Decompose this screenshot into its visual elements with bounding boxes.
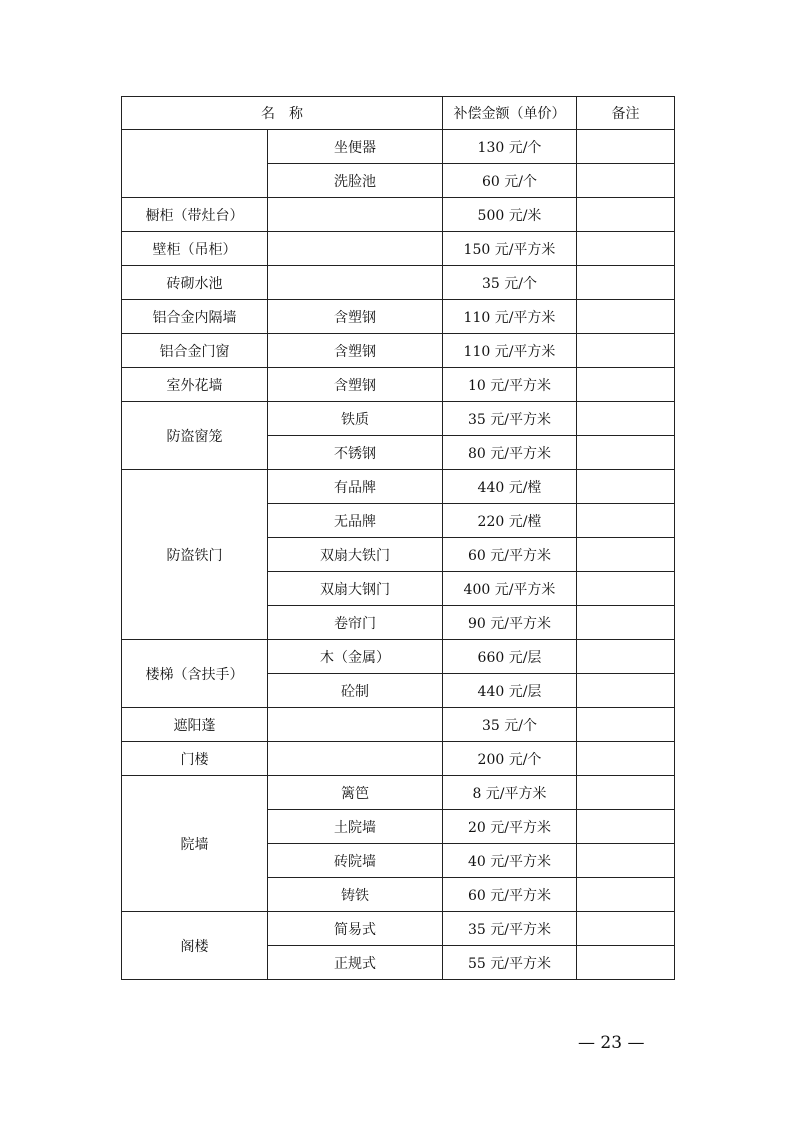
group-cell: 室外花墙 (122, 368, 268, 402)
group-cell: 遮阳蓬 (122, 708, 268, 742)
note-cell (577, 504, 675, 538)
header-note: 备注 (577, 97, 675, 130)
item-cell: 卷帘门 (268, 606, 443, 640)
price-cell: 440 元/樘 (443, 470, 577, 504)
table-row (122, 368, 675, 402)
item-cell (268, 742, 443, 776)
item-cell: 无品牌 (268, 504, 443, 538)
price-cell: 40 元/平方米 (443, 844, 577, 878)
table-row (122, 742, 675, 776)
compensation-table (121, 96, 675, 980)
table-row (122, 232, 675, 266)
item-cell: 砖院墙 (268, 844, 443, 878)
note-cell (577, 674, 675, 708)
price-cell: 55 元/平方米 (443, 946, 577, 980)
note-cell (577, 436, 675, 470)
item-cell: 含塑钢 (268, 334, 443, 368)
price-cell: 60 元/个 (443, 164, 577, 198)
price-cell: 660 元/层 (443, 640, 577, 674)
note-cell (577, 130, 675, 164)
group-cell (122, 130, 268, 198)
item-cell: 正规式 (268, 946, 443, 980)
table-row (122, 130, 675, 164)
note-cell (577, 470, 675, 504)
item-cell (268, 198, 443, 232)
table-row (122, 334, 675, 368)
note-cell (577, 368, 675, 402)
item-cell (268, 266, 443, 300)
price-cell: 10 元/平方米 (443, 368, 577, 402)
price-cell: 35 元/个 (443, 708, 577, 742)
price-cell: 8 元/平方米 (443, 776, 577, 810)
price-cell: 130 元/个 (443, 130, 577, 164)
table-row (122, 300, 675, 334)
price-cell: 20 元/平方米 (443, 810, 577, 844)
note-cell (577, 300, 675, 334)
item-cell: 铁质 (268, 402, 443, 436)
item-cell: 含塑钢 (268, 368, 443, 402)
price-cell: 35 元/平方米 (443, 402, 577, 436)
note-cell (577, 776, 675, 810)
group-cell: 阁楼 (122, 912, 268, 980)
group-cell: 楼梯（含扶手） (122, 640, 268, 708)
group-cell: 门楼 (122, 742, 268, 776)
table-row (122, 912, 675, 946)
table-row (122, 198, 675, 232)
group-cell: 防盗铁门 (122, 470, 268, 640)
item-cell (268, 232, 443, 266)
price-cell: 110 元/平方米 (443, 334, 577, 368)
price-cell: 90 元/平方米 (443, 606, 577, 640)
note-cell (577, 572, 675, 606)
table-header-row (122, 97, 675, 130)
note-cell (577, 198, 675, 232)
note-cell (577, 640, 675, 674)
note-cell (577, 742, 675, 776)
item-cell: 木（金属） (268, 640, 443, 674)
price-cell: 400 元/平方米 (443, 572, 577, 606)
note-cell (577, 232, 675, 266)
note-cell (577, 164, 675, 198)
group-cell: 砖砌水池 (122, 266, 268, 300)
item-cell: 砼制 (268, 674, 443, 708)
note-cell (577, 402, 675, 436)
table-row (122, 708, 675, 742)
note-cell (577, 912, 675, 946)
table-row (122, 640, 675, 674)
note-cell (577, 606, 675, 640)
note-cell (577, 266, 675, 300)
item-cell (268, 708, 443, 742)
price-cell: 440 元/层 (443, 674, 577, 708)
price-cell: 60 元/平方米 (443, 538, 577, 572)
item-cell: 坐便器 (268, 130, 443, 164)
group-cell: 壁柜（吊柜） (122, 232, 268, 266)
note-cell (577, 708, 675, 742)
item-cell: 有品牌 (268, 470, 443, 504)
note-cell (577, 538, 675, 572)
group-cell: 防盗窗笼 (122, 402, 268, 470)
header-price: 补偿金额（单价） (443, 97, 577, 130)
item-cell: 双扇大铁门 (268, 538, 443, 572)
item-cell: 篱笆 (268, 776, 443, 810)
note-cell (577, 334, 675, 368)
item-cell: 含塑钢 (268, 300, 443, 334)
table-row (122, 776, 675, 810)
group-cell: 铝合金内隔墙 (122, 300, 268, 334)
note-cell (577, 878, 675, 912)
note-cell (577, 810, 675, 844)
price-cell: 150 元/平方米 (443, 232, 577, 266)
header-name: 名 称 (122, 97, 443, 130)
table-row (122, 402, 675, 436)
price-cell: 500 元/米 (443, 198, 577, 232)
item-cell: 不锈钢 (268, 436, 443, 470)
item-cell: 双扇大钢门 (268, 572, 443, 606)
price-cell: 220 元/樘 (443, 504, 577, 538)
price-cell: 80 元/平方米 (443, 436, 577, 470)
price-cell: 110 元/平方米 (443, 300, 577, 334)
page-number: — 23 — (578, 1033, 645, 1053)
price-cell: 35 元/平方米 (443, 912, 577, 946)
note-cell (577, 844, 675, 878)
item-cell: 简易式 (268, 912, 443, 946)
group-cell: 橱柜（带灶台） (122, 198, 268, 232)
price-cell: 60 元/平方米 (443, 878, 577, 912)
price-cell: 35 元/个 (443, 266, 577, 300)
item-cell: 铸铁 (268, 878, 443, 912)
group-cell: 院墙 (122, 776, 268, 912)
price-cell: 200 元/个 (443, 742, 577, 776)
table-row (122, 470, 675, 504)
table-row (122, 266, 675, 300)
group-cell: 铝合金门窗 (122, 334, 268, 368)
note-cell (577, 946, 675, 980)
table-body (122, 130, 675, 980)
item-cell: 洗脸池 (268, 164, 443, 198)
item-cell: 土院墙 (268, 810, 443, 844)
